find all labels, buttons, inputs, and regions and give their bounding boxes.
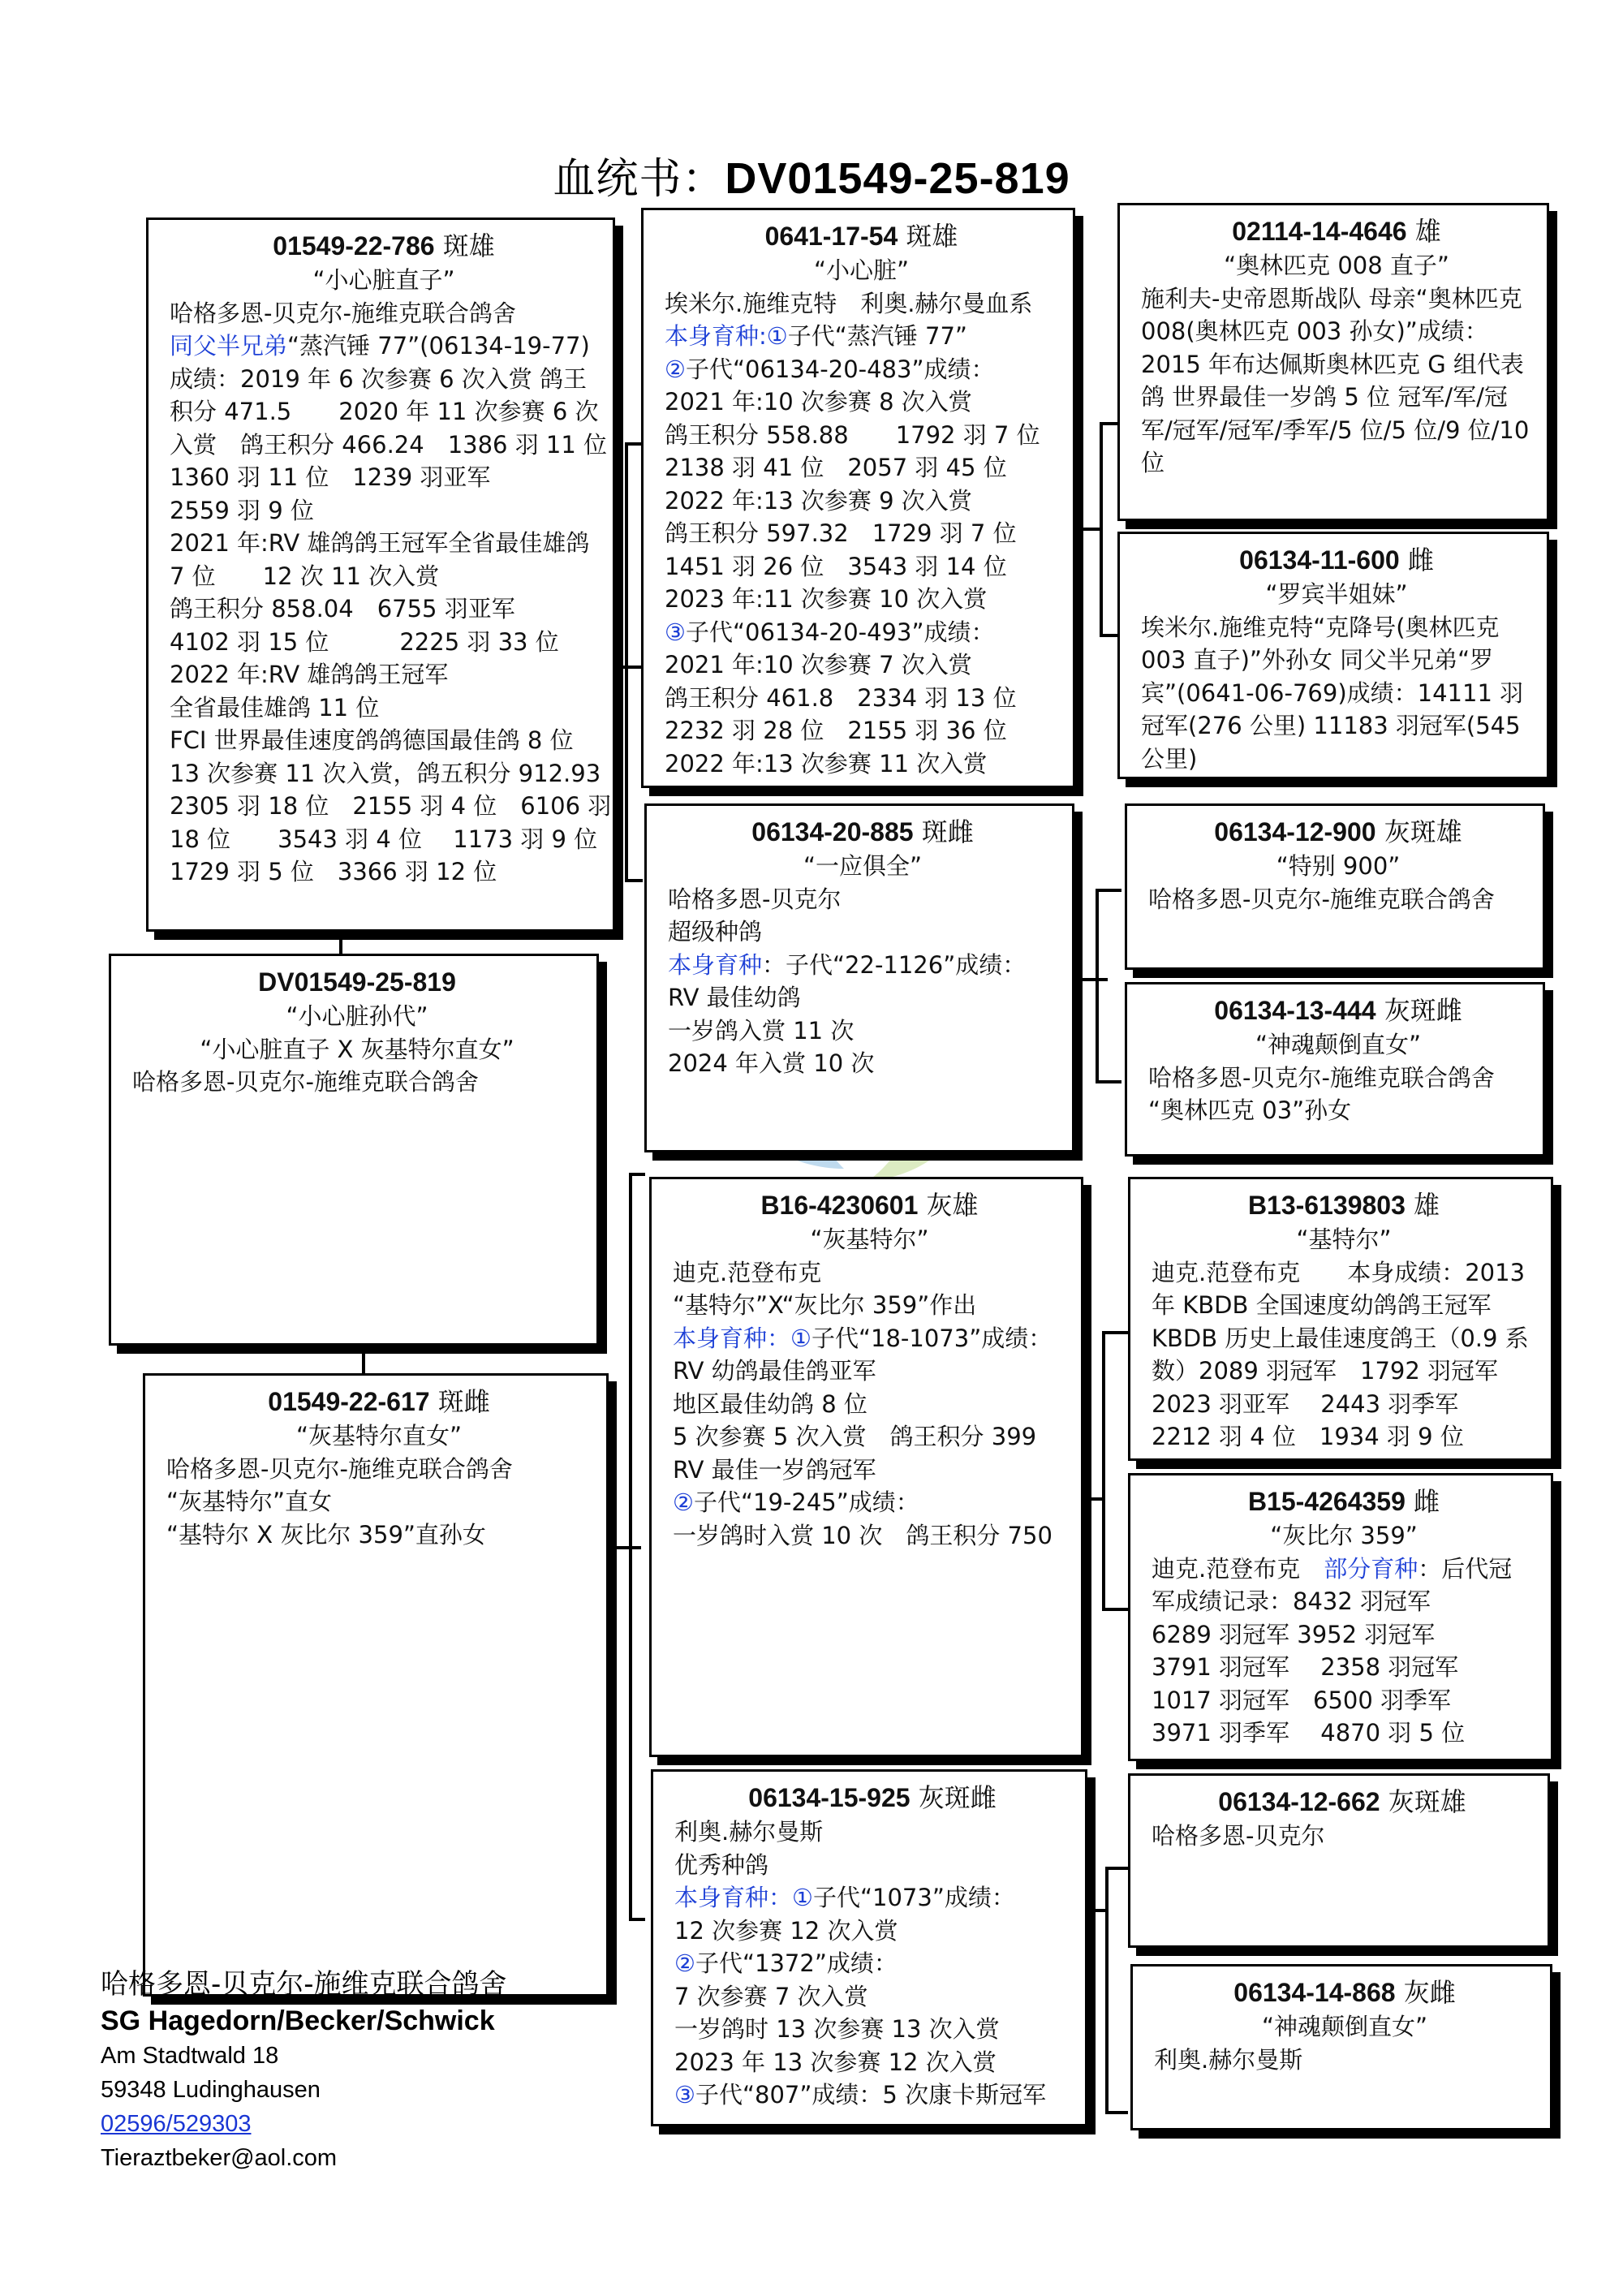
- pigeon-sex: 斑雄: [906, 221, 958, 252]
- ring-number: 01549-22-617: [268, 1387, 430, 1416]
- connector: [362, 1346, 365, 1375]
- text-line: [674, 1881, 1070, 1915]
- text-line: 1729 羽 5 位 3366 羽 12 位: [170, 858, 497, 885]
- pigeon-header: [1148, 814, 1528, 850]
- connector: [1105, 1867, 1109, 2114]
- pigeon-nickname: “灰基特尔”: [810, 1226, 929, 1253]
- connector: [625, 879, 643, 882]
- pigeon-header: [673, 1187, 1066, 1223]
- highlight-label: 同父半兄弟: [170, 332, 288, 360]
- sire-dam-card: [644, 803, 1074, 1152]
- text-line: 军成绩记录：8432 羽冠军: [1152, 1587, 1431, 1615]
- text-line: 13 次参赛 11 次入赏，鸽五积分 912.93: [170, 759, 601, 787]
- text-line: “奥林匹克 03”孙女: [1148, 1096, 1352, 1124]
- highlight-label: 本身育种：①: [674, 1884, 813, 1911]
- connector: [629, 1173, 645, 1176]
- text-line: 超级种鸽: [668, 918, 763, 946]
- text-line: 迪克.范登布克 本身成绩：2013: [1152, 1258, 1526, 1286]
- pigeon-sex: 雄: [1414, 216, 1441, 247]
- text-line: 2021 年:10 次参赛 8 次入赏: [665, 388, 972, 416]
- text-line: [668, 949, 1057, 982]
- offspring-text: ：后代冠: [1418, 1554, 1513, 1583]
- pigeon-nickname: “奥林匹克 008 直子”: [1224, 252, 1449, 279]
- ssd-card: [1117, 532, 1549, 779]
- highlight-label: ③: [674, 2081, 695, 2109]
- pigeon-nickname: “一应俱全”: [803, 852, 923, 880]
- pigeon-sex: 灰斑雄: [1384, 816, 1462, 847]
- pigeon-notes: 施利夫-史帝恩斯战队 母亲“奥林匹克 008(奥林匹克 003 孙女)”成绩：2015 年布达佩斯奥林匹克 G 组代表鸽 世界最佳一岁鸽 5 位 冠军/军/冠军/冠军/冠军/季军/5 位/5 位/9 位/10 位: [1141, 284, 1530, 476]
- text-line: RV 最佳幼鸽: [668, 984, 801, 1011]
- connector: [629, 1918, 645, 1921]
- text-line: 埃米尔.施维克特 利奥.赫尔曼血系: [665, 289, 1033, 317]
- ring-number: 06134-14-868: [1233, 1978, 1396, 2007]
- email-address: Tieraztbeker@aol.com: [101, 2145, 338, 2171]
- dss-card: [1128, 1177, 1553, 1461]
- text-line: 3971 羽季军 4870 羽 5 位: [1152, 1719, 1466, 1747]
- ring-number: 01549-22-786: [273, 231, 435, 261]
- text-line: [1152, 1553, 1536, 1586]
- ring-number: 06134-20-885: [751, 817, 914, 846]
- ring-number: 06134-13-444: [1214, 996, 1376, 1025]
- connector: [1105, 2111, 1128, 2114]
- dsd-card: [1128, 1473, 1553, 1761]
- text-line: RV 最佳一岁鸽冠军: [673, 1455, 876, 1484]
- text-line: 积分 471.5 2020 年 11 次参赛 6 次: [170, 398, 599, 425]
- connector: [1102, 1608, 1128, 1611]
- text-line: 2021 年:10 次参赛 7 次入赏: [665, 651, 972, 678]
- text-line: 入赏 鸽王积分 466.24 1386 羽 11 位: [170, 430, 608, 459]
- highlight-label: ②: [673, 1488, 694, 1516]
- connector: [625, 442, 628, 881]
- text-line: [674, 1947, 1070, 1980]
- highlight-label: 本身育种：①: [673, 1324, 812, 1352]
- pigeon-sex: 雄: [1414, 1190, 1440, 1221]
- text-line: 18 位 3543 羽 4 位 1173 羽 9 位: [170, 825, 598, 853]
- text-line: 1360 羽 11 位 1239 羽亚军: [170, 463, 491, 491]
- text-line: 鸽王积分 597.32 1729 羽 7 位: [665, 519, 1017, 547]
- pigeon-sex: 雌: [1414, 1486, 1440, 1517]
- text-line: 优秀种鸽: [674, 1850, 769, 1879]
- text-line: 哈格多恩-贝克尔-施维克联合鸽舍: [166, 1454, 513, 1483]
- breeder-text: 迪克.范登布克: [1152, 1554, 1324, 1583]
- highlight-label: 本身育种:①: [665, 322, 788, 350]
- ring-number: DV01549-25-819: [258, 967, 456, 997]
- text-line: 1451 羽 26 位 3543 羽 14 位: [665, 552, 1007, 580]
- highlight-label: 本身育种: [668, 950, 763, 979]
- text-line: 哈格多恩-贝克尔-施维克联合鸽舍: [1148, 1063, 1495, 1092]
- text-line: “基特尔 X 灰比尔 359”直孙女: [166, 1520, 486, 1549]
- title-ring: DV01549-25-819: [725, 154, 1070, 203]
- text-line: 哈格多恩-贝克尔-施维克联合鸽舍: [170, 299, 516, 327]
- highlight-label: 部分育种: [1324, 1554, 1419, 1583]
- text-line: 7 位 12 次 11 次入赏: [170, 562, 440, 590]
- address-city: 59348 Ludinghausen: [101, 2077, 321, 2103]
- highlight-label: ②: [665, 355, 686, 383]
- connector: [625, 442, 643, 446]
- text-line: 4102 羽 15 位 2225 羽 33 位: [170, 627, 559, 656]
- connector: [617, 666, 641, 669]
- ring-number: 06134-15-925: [748, 1783, 911, 1812]
- sire-card: [146, 218, 615, 932]
- pigeon-nickname: “特别 900”: [1276, 852, 1401, 880]
- pigeon-sex: 斑雌: [437, 1386, 490, 1417]
- ring-number: 06134-12-900: [1214, 817, 1376, 846]
- document-title: [0, 144, 1623, 205]
- text-line: 2022 年:13 次参赛 11 次入赏: [665, 749, 988, 778]
- text-line: 2232 羽 28 位 2155 羽 36 位: [665, 717, 1007, 744]
- pigeon-nickname: “基特尔”: [1296, 1226, 1392, 1253]
- pigeon-sex: 灰斑雄: [1388, 1786, 1466, 1817]
- address-street: Am Stadtwald 18: [101, 2043, 279, 2069]
- ring-number: 02114-14-4646: [1232, 217, 1407, 246]
- connector: [1096, 889, 1099, 1083]
- text-line: [674, 2078, 1070, 2112]
- text-line: 12 次参赛 12 次入赏: [674, 1916, 898, 1945]
- text-line: [673, 1486, 1066, 1519]
- highlight-label: ③: [665, 618, 686, 646]
- subject-card: [109, 954, 599, 1346]
- text-line: [665, 353, 1058, 386]
- pigeon-sex: 灰雄: [926, 1190, 979, 1221]
- pigeon-header: [1141, 213, 1532, 249]
- text-line: 7 次参赛 7 次入赏: [674, 1982, 868, 2010]
- pigeon-nickname: “小心脏”: [813, 256, 910, 284]
- offspring-text: 子代“蒸汽锤 77”: [787, 322, 967, 350]
- text-line: 5 次参赛 5 次入赏 鸽王积分 399: [673, 1423, 1037, 1450]
- text-line: 鸽王积分 558.88 1792 羽 7 位: [665, 420, 1040, 449]
- pigeon-sex: 灰雌: [1403, 1977, 1456, 2008]
- connector: [1083, 1497, 1104, 1501]
- text-line: 2138 羽 41 位 2057 羽 45 位: [665, 454, 1007, 481]
- text-line: 2021 年:RV 雄鸽鸽王冠军全省最佳雄鸽: [170, 529, 590, 557]
- pigeon-nickname: “神魂颠倒直女”: [1261, 2013, 1428, 2040]
- text-line: 2212 羽 4 位 1934 羽 9 位: [1152, 1423, 1464, 1450]
- text-line: 哈格多恩-贝克尔: [668, 885, 842, 913]
- pigeon-header: [668, 814, 1057, 850]
- connector: [1105, 1867, 1128, 1870]
- highlight-label: ②: [674, 1949, 695, 1977]
- text-line: FCI 世界最佳速度鸽鸽德国最佳鸽 8 位: [170, 726, 574, 754]
- text-line: 全省最佳雄鸽 11 位: [170, 693, 380, 722]
- pigeon-sex: 斑雄: [442, 230, 495, 261]
- pigeon-sex: 雌: [1407, 545, 1434, 575]
- connector: [1079, 978, 1108, 981]
- text-line: 一岁鸽入赏 11 次: [668, 1016, 855, 1045]
- text-line: 2023 年:11 次参赛 10 次入赏: [665, 585, 988, 613]
- text-line: 迪克.范登布克: [673, 1258, 822, 1286]
- offspring-text: 子代“06134-20-493”成绩：: [686, 618, 995, 646]
- offspring-text: 子代“18-1073”成绩：: [812, 1324, 1053, 1352]
- text-line: 2024 年入赏 10 次: [668, 1049, 875, 1077]
- text-line: 哈格多恩-贝克尔-施维克联合鸽舍: [132, 1068, 479, 1096]
- text-line: [665, 616, 1058, 649]
- pigeon-header: [1154, 1975, 1535, 2010]
- offspring-text: ：子代“22-1126”成绩：: [762, 950, 1027, 979]
- text-line: 2559 羽 9 位: [170, 496, 314, 524]
- sds-card: [1125, 803, 1545, 970]
- ring-number: 0641-17-54: [764, 222, 898, 251]
- text-line: 3791 羽冠军 2358 羽冠军: [1152, 1653, 1459, 1681]
- connector: [1102, 1331, 1105, 1611]
- pigeon-header: [1141, 542, 1532, 578]
- connector: [609, 1546, 641, 1549]
- text-line: 地区最佳幼鸽 8 位: [673, 1389, 867, 1418]
- pigeon-notes: 埃米尔.施维克特“克降号(奥林匹克 003 直子)”外孙女 同父半兄弟“罗宾”(0641-06-769)成绩：14111 羽冠军(276 公里) 11183 羽冠军(545 公里): [1141, 613, 1524, 773]
- text-line: 鸽王积分 461.8 2334 羽 13 位: [665, 683, 1017, 712]
- connector: [1075, 528, 1100, 531]
- connector: [1096, 1080, 1121, 1083]
- pigeon-header: [166, 1384, 592, 1419]
- pigeon-nickname: “神魂颠倒直女”: [1255, 1031, 1422, 1058]
- text-line: 一岁鸽时 13 次参赛 13 次入赏: [674, 2015, 1000, 2043]
- offspring-text: 子代“1372”成绩：: [695, 1949, 898, 1977]
- text-line: 利奥.赫尔曼斯: [1154, 2045, 1303, 2074]
- ring-number: B13-6139803: [1247, 1191, 1406, 1220]
- ddd-card: [1130, 1964, 1552, 2130]
- text-line: 6289 羽冠军 3952 羽冠军: [1152, 1620, 1436, 1648]
- text-line: 2022 年:13 次参赛 9 次入赏: [665, 486, 972, 515]
- connector: [1100, 422, 1103, 637]
- text-line: “灰基特尔”直女: [166, 1488, 333, 1515]
- loft-name-de: SG Hagedorn/Becker/Schwick: [101, 2005, 495, 2036]
- text-line: KBDB 历史上最佳速度鸽王（0.9 系: [1152, 1324, 1529, 1352]
- pigeon-nickname: “灰基特尔直女”: [295, 1422, 463, 1450]
- text-line: 一岁鸽时入赏 10 次 鸽王积分 750: [673, 1521, 1053, 1549]
- pigeon-header: [1152, 1484, 1536, 1519]
- pigeon-header: [132, 964, 582, 1000]
- ring-number: 06134-12-662: [1218, 1787, 1380, 1816]
- offspring-text: 子代“06134-20-483”成绩：: [686, 355, 995, 383]
- pigeon-nickname: “小心脏直子”: [312, 266, 455, 294]
- text-line: RV 幼鸽最佳鸽亚军: [673, 1357, 876, 1385]
- text-line: “小心脏直子 X 灰基特尔直女”: [200, 1035, 514, 1063]
- ring-number: 06134-11-600: [1239, 545, 1400, 575]
- pigeon-sex: 灰斑雌: [918, 1782, 997, 1813]
- text-line: 2023 羽亚军 2443 羽季军: [1152, 1389, 1459, 1418]
- text-line: 1017 羽冠军 6500 羽季军: [1152, 1686, 1452, 1714]
- pigeon-header: [665, 218, 1058, 254]
- text-line: [170, 330, 598, 363]
- pigeon-nickname: “罗宾半姐妹”: [1265, 580, 1408, 608]
- pigeon-header: [1152, 1187, 1536, 1223]
- connector: [1096, 889, 1121, 892]
- ring-number: B15-4264359: [1247, 1487, 1406, 1516]
- dam-sire-card: [649, 1177, 1083, 1757]
- text-line: 2023 年 13 次参赛 12 次入赏: [674, 2048, 997, 2076]
- pigeon-header: [1148, 993, 1528, 1028]
- loft-name-cn: 哈格多恩-贝克尔-施维克联合鸽舍: [101, 1968, 507, 2001]
- text-line: “基特尔”X“灰比尔 359”作出: [673, 1291, 977, 1319]
- text-line: 鸽王积分 858.04 6755 羽亚军: [170, 595, 515, 622]
- contact-block: [101, 1966, 507, 2175]
- text-line: 2022 年:RV 雄鸽鸽王冠军: [170, 661, 449, 688]
- pigeon-sex: 斑雌: [921, 816, 974, 847]
- text-line: 年 KBDB 全国速度幼鸽鸽王冠军: [1152, 1291, 1492, 1319]
- title-prefix: 血统书：: [553, 155, 725, 204]
- text-line: 哈格多恩-贝克尔-施维克联合鸽舍: [1148, 885, 1495, 913]
- dam-card: [143, 1373, 609, 1997]
- sdd-card: [1125, 982, 1545, 1157]
- connector: [629, 1173, 632, 1919]
- pigeon-nickname: “小心脏孙代”: [286, 1002, 428, 1030]
- pigeon-header: [1152, 1784, 1533, 1820]
- pigeon-nickname: “灰比尔 359”: [1270, 1522, 1418, 1549]
- phone-link[interactable]: 02596/529303: [101, 2111, 252, 2137]
- offspring-text: 子代“1073”成绩：: [813, 1884, 1015, 1911]
- sss-card: [1117, 203, 1549, 521]
- pigeon-header: [674, 1780, 1070, 1816]
- sire-sire-card: [641, 208, 1075, 788]
- text-line: [673, 1322, 1066, 1355]
- connector: [1100, 634, 1117, 637]
- ring-number: B16-4230601: [760, 1191, 919, 1220]
- pigeon-header: [170, 228, 598, 264]
- offspring-text: 子代“19-245”成绩：: [694, 1488, 919, 1516]
- offspring-text: 子代“807”成绩：5 次康卡斯冠军: [695, 2081, 1047, 2109]
- text-line: 成绩：2019 年 6 次参赛 6 次入赏 鸽王: [170, 364, 588, 393]
- dds-card: [1128, 1773, 1550, 1948]
- text-line: 数）2089 羽冠军 1792 羽冠军: [1152, 1357, 1499, 1385]
- dam-dam-card: [651, 1769, 1087, 2126]
- connector: [1100, 422, 1117, 425]
- text-line: 利奥.赫尔曼斯: [674, 1818, 824, 1846]
- text-line: [665, 320, 1058, 353]
- connector: [1102, 1331, 1128, 1334]
- pigeon-sex: 灰斑雌: [1384, 995, 1462, 1026]
- text-line: 哈格多恩-贝克尔: [1152, 1822, 1325, 1850]
- text-line: 2305 羽 18 位 2155 羽 4 位 6106 羽: [170, 792, 612, 820]
- half-sibling-text: “蒸汽锤 77”(06134-19-77): [287, 332, 590, 360]
